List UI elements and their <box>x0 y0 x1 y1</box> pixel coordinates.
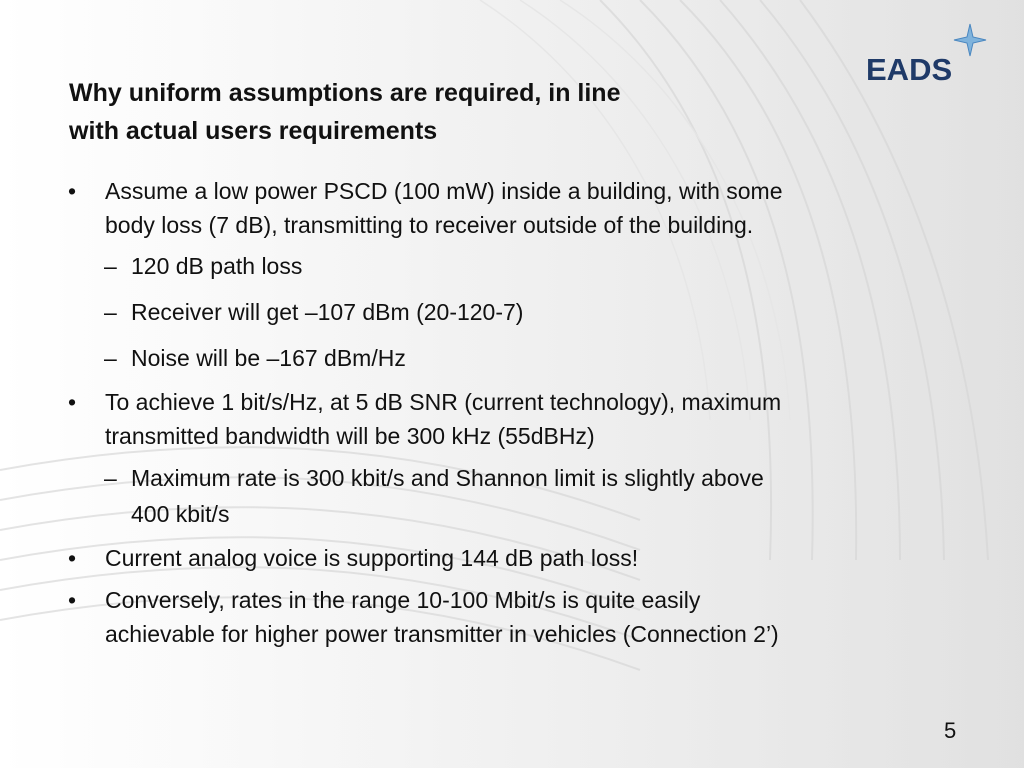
sub-bullet-line: Noise will be –167 dBm/Hz <box>131 345 406 371</box>
bullet-line: transmitted bandwidth will be 300 kHz (55dBHz) <box>105 423 595 449</box>
page-number: 5 <box>944 718 957 743</box>
bullet-line: Conversely, rates in the range 10-100 Mbit/s is quite easily <box>105 587 701 613</box>
sub-bullet-dash: – <box>104 253 117 279</box>
title-line-1: Why uniform assumptions are required, in line <box>69 79 621 107</box>
sub-bullet-line: Receiver will get –107 dBm (20-120-7) <box>131 299 524 325</box>
title-line-2: with actual users requirements <box>69 117 438 145</box>
bullet-dot: • <box>68 587 77 613</box>
bullet-line: body loss (7 dB), transmitting to receiver outside of the building. <box>105 212 754 238</box>
bullet-text <box>105 385 965 453</box>
eads-logo <box>862 22 988 94</box>
bullet-dot: • <box>68 389 77 415</box>
sub-bullet-text <box>131 460 951 532</box>
bullet-text <box>105 583 965 651</box>
sub-bullet-text <box>131 294 951 330</box>
logo-text: EADS <box>866 52 953 87</box>
sub-bullet-line: 400 kbit/s <box>131 501 230 527</box>
bullet-line: Assume a low power PSCD (100 mW) inside a building, with some <box>105 178 783 204</box>
star-icon <box>952 22 988 58</box>
sub-bullet-dash: – <box>104 345 117 371</box>
bullet-text <box>105 541 965 575</box>
bullet-line: achievable for higher power transmitter in vehicles (Connection 2’) <box>105 621 779 647</box>
slide-title <box>69 74 829 150</box>
sub-bullet-text <box>131 340 951 376</box>
bullet-line: To achieve 1 bit/s/Hz, at 5 dB SNR (current technology), maximum <box>105 389 782 415</box>
sub-bullet-line: Maximum rate is 300 kbit/s and Shannon limit is slightly above <box>131 465 764 491</box>
sub-bullet-line: 120 dB path loss <box>131 253 303 279</box>
sub-bullet-text <box>131 248 951 284</box>
bullet-line: Current analog voice is supporting 144 dB path loss! <box>105 545 639 571</box>
sub-bullet-dash: – <box>104 299 117 325</box>
bullet-text <box>105 174 965 242</box>
bullet-dot: • <box>68 545 77 571</box>
sub-bullet-dash: – <box>104 465 117 491</box>
bullet-dot: • <box>68 178 77 204</box>
